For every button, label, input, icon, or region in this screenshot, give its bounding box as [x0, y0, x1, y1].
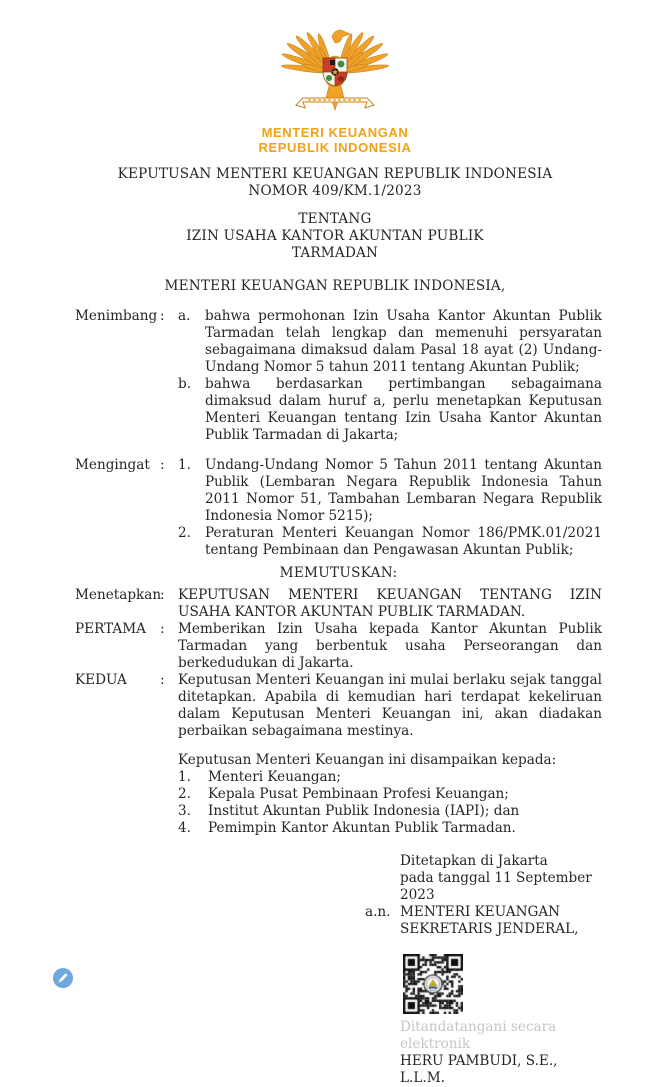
decision-label: PERTAMA: [75, 621, 146, 637]
ministry-line1: MENTERI KEUANGAN: [261, 125, 409, 140]
item-marker: 2.: [178, 525, 191, 541]
item-marker: 1.: [178, 769, 191, 785]
decision-pertama: [75, 621, 602, 672]
colon: :: [160, 457, 165, 473]
ministry-name: [0, 125, 670, 155]
considerations-items: [178, 308, 602, 444]
opener-line: MENTERI KEUANGAN REPUBLIK INDONESIA,: [164, 278, 506, 294]
letterhead: [0, 0, 670, 155]
decision-label: KEDUA: [75, 672, 127, 688]
tentang-label: TENTANG: [298, 211, 372, 227]
item-text: bahwa permohonan Izin Usaha Kantor Akuntan Publik Tarmadan telah lengkap dan memenuhi persyaratan sebagaimana dimaksud dalam Pasal 18 ayat (2) Undang-Undang Nomor 5 tahun 2011 tentang Akuntan Publik;: [205, 308, 602, 375]
colon: :: [160, 587, 165, 603]
item-marker: 1.: [178, 457, 191, 473]
item-marker: 2.: [178, 786, 191, 802]
distribution-intro: Keputusan Menteri Keuangan ini disampaikan kepada:: [178, 752, 557, 768]
decision-kedua: [75, 672, 602, 740]
document-title: [0, 166, 670, 262]
decree-number: NOMOR 409/KM.1/2023: [248, 183, 422, 199]
item-marker: 3.: [178, 803, 191, 819]
decree-title-line1: KEPUTUSAN MENTERI KEUANGAN REPUBLIK INDONESIA: [117, 166, 553, 182]
decree-body: [0, 308, 670, 1087]
subject-line2: TARMADAN: [291, 245, 379, 261]
distribution-item: [178, 769, 602, 786]
memutuskan-heading: MEMUTUSKAN:: [279, 565, 398, 581]
qr-code-esign-icon: [403, 954, 463, 1014]
consideration-item: [178, 308, 602, 376]
distribution-item: [178, 786, 602, 803]
item-text: bahwa berdasarkan pertimbangan sebagaimana dimaksud dalam huruf a, perlu menetapkan Keputusan Menteri Keuangan tentang Izin Usaha Kantor Akuntan Publik Tarmadan di Jakarta;: [205, 376, 602, 443]
legal-basis-clause: [75, 457, 602, 559]
authority-line1: MENTERI KEUANGAN: [400, 904, 561, 920]
an-abbrev: a.n.: [365, 904, 391, 920]
decision-text: KEPUTUSAN MENTERI KEUANGAN TENTANG IZIN USAHA KANTOR AKUNTAN PUBLIK TARMADAN.: [178, 587, 602, 620]
item-marker: b.: [178, 376, 192, 392]
signature-place: Ditetapkan di Jakarta: [400, 853, 548, 869]
colon: :: [160, 621, 165, 637]
legal-basis-item: [178, 457, 602, 525]
esign-note: Ditandatangani secara elektronik: [400, 1019, 557, 1052]
signature-authority: [365, 904, 602, 921]
legal-basis-items: [178, 457, 602, 559]
decision-label: Menetapkan: [75, 587, 162, 603]
item-text: Peraturan Menteri Keuangan Nomor 186/PMK.01/2021 tentang Pembinaan dan Pengawasan Akuntan Publik;: [205, 525, 602, 558]
colon: :: [160, 672, 165, 688]
distribution-item: [178, 803, 602, 820]
distribution-list: [178, 752, 602, 837]
item-text: Institut Akuntan Publik Indonesia (IAPI); dan: [208, 803, 520, 819]
item-text: Pemimpin Kantor Akuntan Publik Tarmadan.: [208, 820, 516, 836]
legal-basis-item: [178, 525, 602, 559]
distribution-item: [178, 820, 602, 837]
decision-text: Keputusan Menteri Keuangan ini mulai berlaku sejak tanggal ditetapkan. Apabila di kemudian hari terdapat kekeliruan dalam Keputusan Menteri Keuangan ini, akan diadakan perbaikan sebagaimana mestinya.: [178, 672, 603, 739]
item-text: Undang-Undang Nomor 5 Tahun 2011 tentang Akuntan Publik (Lembaran Negara Republik Indonesia Tahun 2011 Nomor 51, Tambahan Lembaran Negara Republik Indonesia Nomor 5215);: [205, 457, 602, 524]
item-marker: 4.: [178, 820, 191, 836]
ministry-line2: REPUBLIK INDONESIA: [258, 140, 412, 155]
garuda-pancasila-emblem-icon: [270, 22, 400, 119]
considerations-label: Menimbang: [75, 308, 158, 324]
item-marker: a.: [178, 308, 191, 324]
subject-line1: IZIN USAHA KANTOR AKUNTAN PUBLIK: [186, 228, 484, 244]
legal-basis-label: Mengingat: [75, 457, 150, 473]
decision-text: Memberikan Izin Usaha kepada Kantor Akuntan Publik Tarmadan yang berbentuk usaha Perseorangan dan berkedudukan di Jakarta.: [178, 621, 602, 671]
item-text: Kepala Pusat Pembinaan Profesi Keuangan;: [208, 786, 509, 802]
signer-name: HERU PAMBUDI, S.E., L.L.M.: [400, 1053, 558, 1086]
consideration-item: [178, 376, 602, 444]
colon: :: [160, 308, 165, 324]
item-text: Menteri Keuangan;: [208, 769, 341, 785]
bsre-esign-pen-badge-icon: [52, 967, 74, 989]
considerations-clause: [75, 308, 602, 444]
signature-block: [365, 853, 602, 1087]
decision-menetapkan: [75, 587, 602, 621]
signature-date: pada tanggal 11 September 2023: [400, 870, 592, 903]
authority-line2: SEKRETARIS JENDERAL,: [400, 921, 579, 937]
